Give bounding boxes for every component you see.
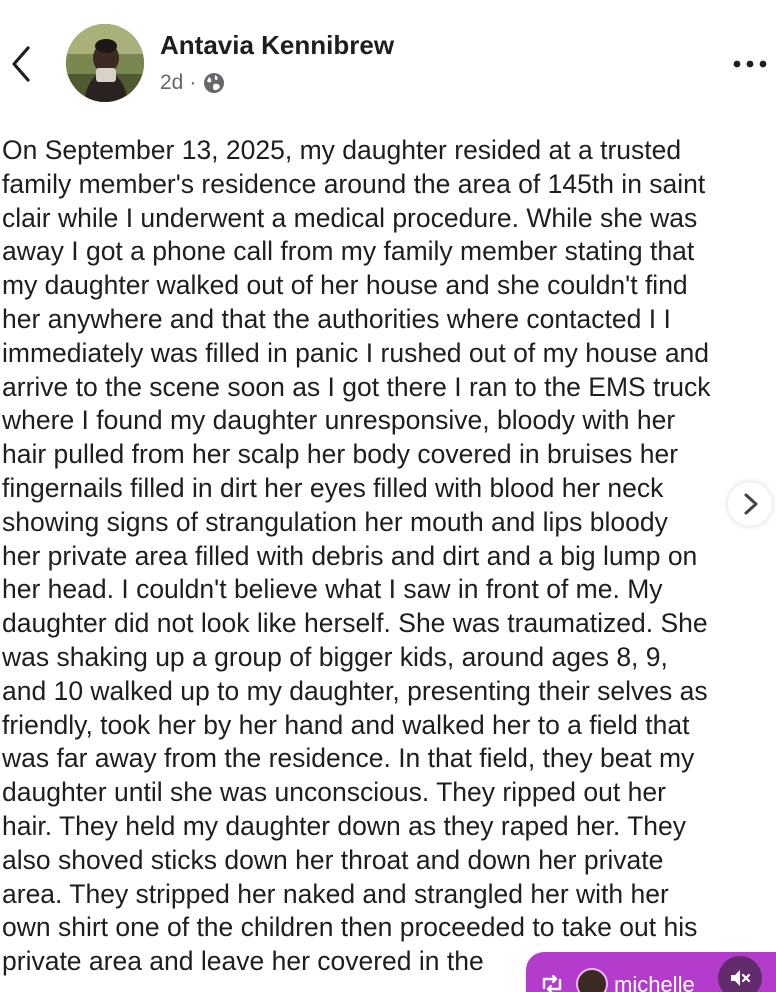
- globe-icon: [202, 71, 226, 95]
- post-line: own shirt one of the children then proceeded to take out his: [2, 912, 698, 943]
- post-line: On September 13, 2025, my daughter resided at a trusted: [2, 135, 682, 165]
- next-slide-button[interactable]: [728, 482, 772, 526]
- post-line: also shoved sticks down her throat and down her private: [2, 844, 664, 875]
- post-line: daughter until she was unconscious. They ripped out her: [2, 777, 666, 808]
- meta-separator: ·: [189, 71, 197, 94]
- post-line: private area and leave her covered in the: [2, 946, 484, 977]
- post-line: away I got a phone call from my family member stating that: [2, 236, 695, 267]
- back-button[interactable]: [6, 38, 36, 86]
- post-line: hair pulled from her scalp her body covered in bruises her: [2, 439, 679, 470]
- post-line: area. They stripped her naked and strangled her with her: [2, 878, 669, 909]
- post-line: fingernails filled in dirt her eyes filled with blood her neck: [2, 472, 664, 503]
- post-line: my daughter walked out of her house and she couldn't find: [2, 270, 688, 301]
- speaker-muted-icon: [728, 966, 752, 990]
- avatar-photo: [66, 24, 144, 102]
- post-line: where I found my daughter unresponsive, bloody with her: [2, 405, 676, 436]
- post-header: [0, 0, 776, 120]
- post-time[interactable]: 2d: [160, 71, 184, 94]
- post-line: her head. I couldn't believe what I saw in front of me. My: [2, 574, 663, 605]
- author-name[interactable]: Antavia Kennibrew: [160, 30, 395, 60]
- post-line: showing signs of strangulation her mouth and lips bloody: [2, 506, 668, 537]
- mute-button[interactable]: [718, 956, 762, 992]
- post-text: [2, 134, 776, 979]
- post-line: was shaking up a group of bigger kids, around ages 8, 9,: [2, 641, 668, 672]
- post-line: was far away from the residence. In that field, they beat my: [2, 743, 695, 774]
- post-line: and 10 walked up to my daughter, presenting their selves as: [2, 675, 708, 706]
- post-line: daughter did not look like herself. She was traumatized. She: [2, 608, 708, 639]
- post-line: her private area filled with debris and dirt and a big lump on: [2, 540, 698, 571]
- post-line: her anywhere and that the authorities where contacted I I: [2, 303, 671, 334]
- avatar[interactable]: [66, 24, 144, 102]
- repost-username[interactable]: michelle: [614, 972, 695, 992]
- post-line: immediately was filled in panic I rushed out of my house and: [2, 337, 710, 368]
- post-line: friendly, took her by her hand and walked her to a field that: [2, 709, 690, 740]
- more-horizontal-icon: [730, 54, 770, 74]
- more-options-button[interactable]: [730, 54, 770, 74]
- chevron-left-icon: [6, 38, 36, 86]
- post-line: clair while I underwent a medical procedure. While she was: [2, 202, 698, 233]
- repost-icon: [540, 974, 564, 992]
- chevron-right-icon: [740, 492, 762, 516]
- post-line: arrive to the scene soon as I got there I ran to the EMS truck: [2, 371, 711, 402]
- post-meta: [160, 68, 226, 98]
- post-line: hair. They held my daughter down as they raped her. They: [2, 810, 687, 841]
- post-line: family member's residence around the area of 145th in saint: [2, 168, 706, 199]
- repost-avatar: [576, 968, 608, 992]
